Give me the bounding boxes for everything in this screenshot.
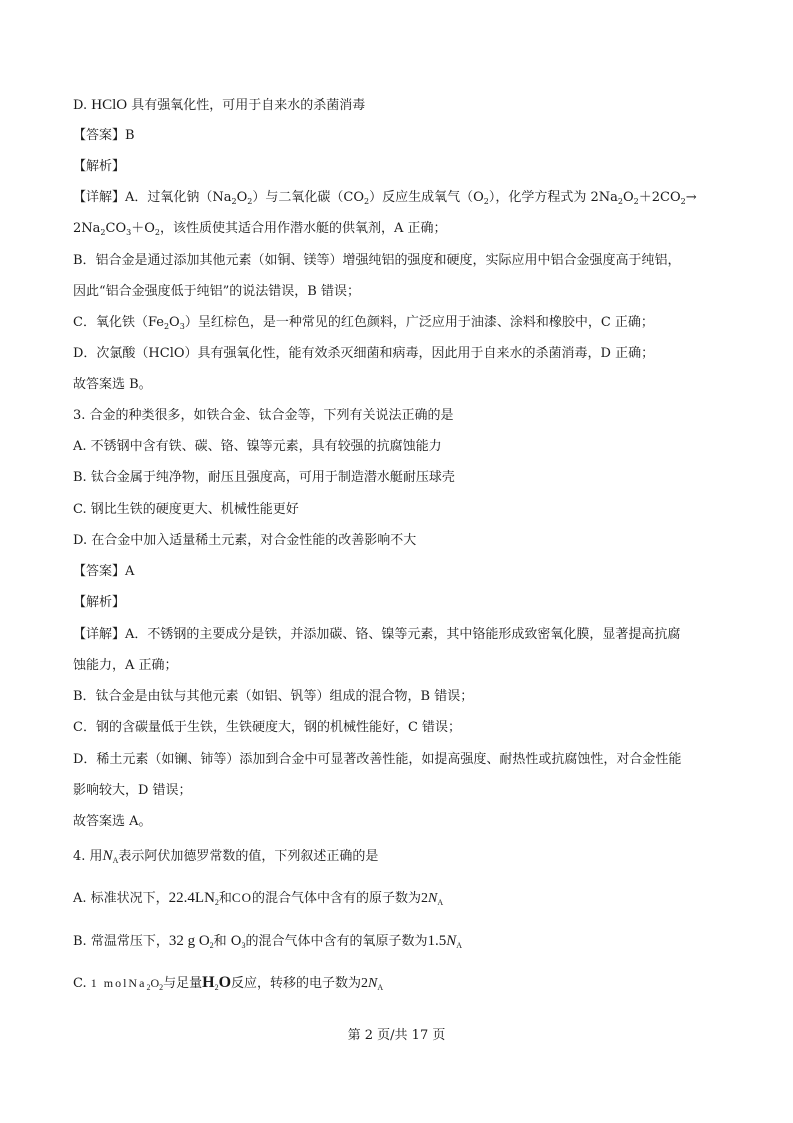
analysis-label: 【解析】 bbox=[73, 595, 126, 610]
option-a: A. 标准状况下，$22.4LN_2$和CO的混合气体中含有的原子数为$2N_A$ bbox=[73, 890, 444, 907]
analysis-label: 【解析】 bbox=[73, 159, 126, 174]
conclusion-line: 故答案选 B。 bbox=[73, 377, 152, 392]
explanation-line: 因此“铝合金强度低于纯铝”的说法错误，B 错误； bbox=[73, 284, 360, 299]
explanation-line: D．次氯酸（HClO）具有强氧化性，能有效杀灭细菌和病毒，因此用于自来水的杀菌消毒，D 正确； bbox=[73, 346, 655, 361]
question-4-stem: 4. 用$N_A$表示阿伏加德罗常数的值，下列叙述正确的是 bbox=[73, 848, 379, 865]
page-footer: 第 2 页/共 17 页 bbox=[347, 1028, 446, 1043]
explanation-line: B．铝合金是通过添加其他元素（如铜、镁等）增强纯铝的强度和硬度，实际应用中铝合金强度高于纯铝， bbox=[73, 253, 681, 268]
conclusion-line: 故答案选 A。 bbox=[73, 814, 152, 829]
option-b: B. 常温常压下，32 g $O_2$和 $O_3$的混合气体中含有的氧原子数为$1.5N_A$ bbox=[73, 933, 463, 950]
explanation-line: 蚀能力，A 正确； bbox=[73, 658, 178, 673]
option-b: B. 钛合金属于纯净物，耐压且强度高，可用于制造潜水艇耐压球壳 bbox=[73, 470, 455, 485]
explanation-line: $2Na_2CO_3+O_2$，该性质使其适合用作潜水艇的供氧剂，A 正确； bbox=[73, 221, 447, 237]
explanation-line: C．钢的含碳量低于生铁，生铁硬度大，钢的机械性能好，C 错误； bbox=[73, 720, 462, 735]
explanation-line: 影响较大，D 错误； bbox=[73, 783, 192, 798]
explanation-line: 【详解】A．过氧化钠$(Na_2O_2)$与二氧化碳$(CO_2)$反应生成氧气$(O_2)$，化学方程式为 $2Na_2O_2+2CO_2\to$ bbox=[73, 190, 697, 206]
answer-label: 【答案】B bbox=[73, 128, 135, 143]
option-c: C. 1 $molNa_2O_2$与足量$H_2O$反应，转移的电子数为$2N_A$ bbox=[73, 974, 384, 992]
option-d-line: D. HClO 具有强氧化性，可用于自来水的杀菌消毒 bbox=[73, 97, 366, 113]
answer-label: 【答案】A bbox=[73, 564, 135, 579]
hclo-formula: HClO bbox=[91, 97, 128, 113]
explanation-line: D．稀土元素（如镧、铈等）添加到合金中可显著改善性能，如提高强度、耐热性或抗腐蚀性，对合金性能 bbox=[73, 752, 682, 767]
explanation-line: C．氧化铁$(Fe_2O_3)$呈红棕色，是一种常见的红色颜料，广泛应用于油漆、涂料和橡胶中，C 正确； bbox=[73, 315, 654, 331]
explanation-line: 【详解】A．不锈钢的主要成分是铁，并添加碳、铬、镍等元素，其中铬能形成致密氧化膜，显著提高抗腐 bbox=[73, 627, 681, 642]
explanation-line: B．钛合金是由钛与其他元素（如铝、钒等）组成的混合物，B 错误； bbox=[73, 689, 474, 704]
option-c: C. 钢比生铁的硬度更大、机械性能更好 bbox=[73, 502, 299, 517]
option-d: D. 在合金中加入适量稀土元素，对合金性能的改善影响不大 bbox=[73, 533, 417, 548]
option-a: A. 不锈钢中含有铁、碳、铬、镍等元素，具有较强的抗腐蚀能力 bbox=[73, 439, 442, 454]
question-3-stem: 3. 合金的种类很多，如铁合金、钛合金等，下列有关说法正确的是 bbox=[73, 408, 454, 423]
